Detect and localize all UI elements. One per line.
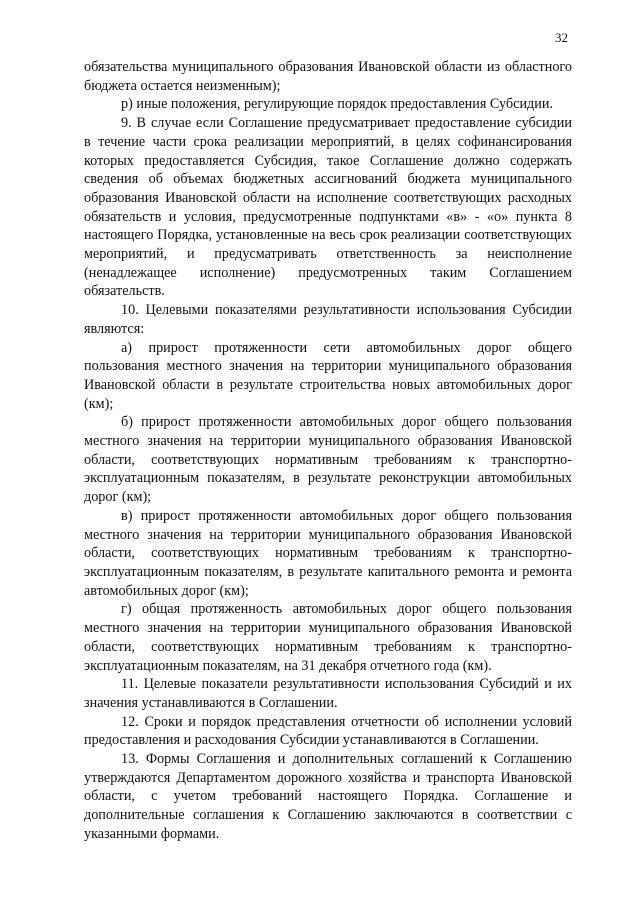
paragraph-10-g: г) общая протяженность автомобильных дорог общего пользования местного значения на территории муниципального образования Ивановской области, соответствующих нормативным требованиям к транспортно-эксплуатационным показателям, на 31 декабря отчетного года (км).	[84, 601, 572, 674]
paragraph-9: 9. В случае если Соглашение предусматривает предоставление субсидии в течение части срока реализации мероприятий, в целях софинансирования которых предоставляется Субсидия, такое Соглашение должно содержать сведения об объемах бюджетных ассигнований бюджета муниципального образования Ивановской области на исполнение соответствующих расходных обязательств и условия, предусмотренные подпунктами «в» - «о» пункта 8 настоящего Порядка, установленные на весь срок реализации соответствующих мероприятий, и предусматривать ответственность за неисполнение (ненадлежащее исполнение) предусмотренных таким Соглашением обязательств.	[84, 115, 572, 300]
document-body	[84, 58, 572, 844]
paragraph-item-r: р) иные положения, регулирующие порядок предоставления Субсидии.	[121, 96, 553, 113]
paragraph-10: 10. Целевыми показателями результативности использования Субсидии являются:	[84, 302, 572, 337]
paragraph-continuation: обязательства муниципального образования Ивановской области из областного бюджета остается неизменным);	[84, 59, 572, 94]
paragraph-10-v: в) прирост протяженности автомобильных дорог общего пользования местного значения на территории муниципального образования Ивановской области, соответствующих нормативным требованиям к транспортно-эксплуатационным показателям, в результате капитального ремонта и ремонта автомобильных дорог (км);	[84, 507, 572, 599]
paragraph-11: 11. Целевые показатели результативности использования Субсидий и их значения устанавливаются в Соглашении.	[84, 676, 572, 711]
paragraph-12: 12. Сроки и порядок представления отчетности об исполнении условий предоставления и расходования Субсидии устанавливаются в Соглашении.	[84, 713, 572, 749]
paragraph-10-a: а) прирост протяженности сети автомобильных дорог общего пользования местного значения на территории муниципального образования Ивановской области в результате строительства новых автомобильных дорог (км);	[84, 339, 572, 412]
paragraph-10-b: б) прирост протяженности автомобильных дорог общего пользования местного значения на территории муниципального образования Ивановской области, соответствующих нормативным требованиям к транспортно-эксплуатационным показателям, в результате реконструкции автомобильных дорог (км);	[84, 414, 572, 506]
page-number: 32	[555, 30, 568, 45]
paragraph-13: 13. Формы Соглашения и дополнительных соглашений к Соглашению утверждаются Департаментом дорожного хозяйства и транспорта Ивановской области, с учетом требований настоящего Порядка. Соглашение и дополнительные соглашения к Соглашению заключаются в соответствии с указанными формами.	[84, 751, 572, 842]
